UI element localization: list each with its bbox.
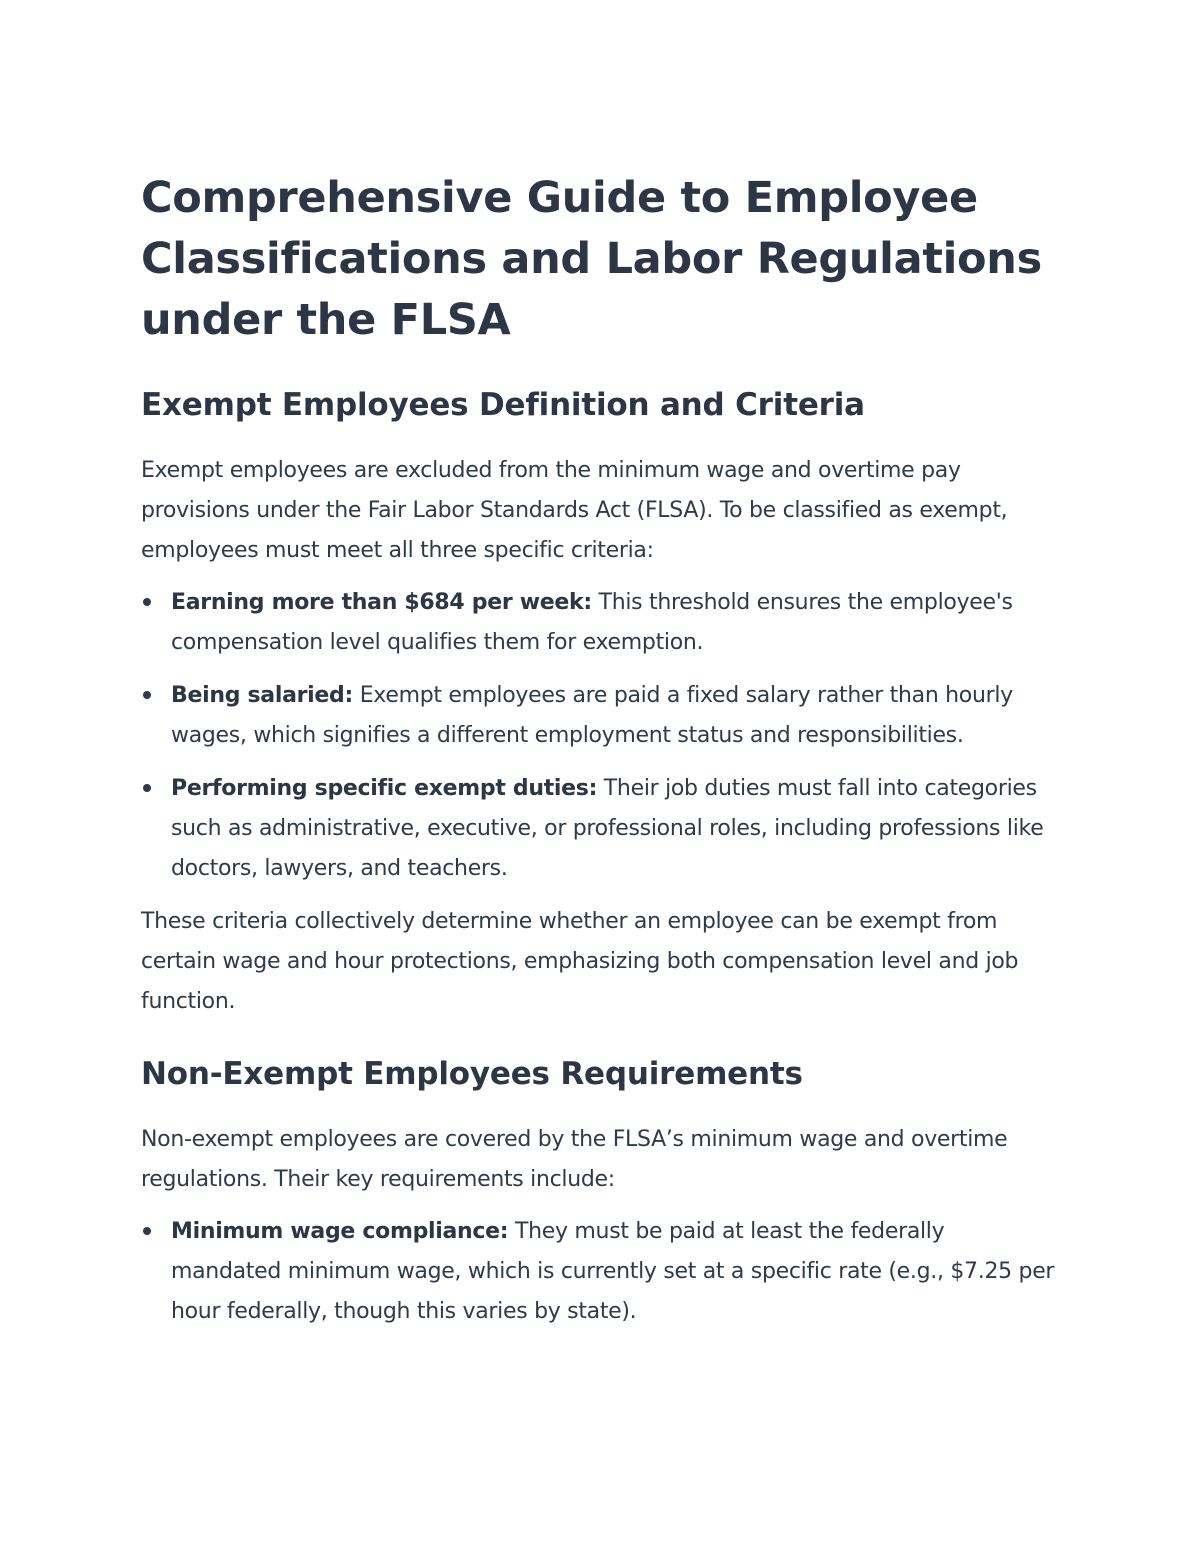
section-heading-exempt: Exempt Employees Definition and Criteria — [141, 387, 865, 423]
document-page — [141, 168, 1059, 1345]
section-heading-non-exempt: Non-Exempt Employees Requirements — [141, 1056, 803, 1092]
list-item-term: Earning more than $684 per week: — [171, 590, 592, 615]
list-item — [141, 583, 1059, 663]
list-item — [141, 1212, 1059, 1332]
list-item-term: Minimum wage compliance: — [171, 1219, 509, 1244]
bullet-icon — [143, 691, 151, 699]
list-item-term: Being salaried: — [171, 683, 353, 708]
exempt-criteria-list — [141, 583, 1059, 889]
document-title: Comprehensive Guide to Employee Classifications and Labor Regulations under the FLSA — [141, 173, 1042, 345]
list-item-text: Their job duties must fall into categories such as administrative, executive, or professional roles, including professions like doctors, lawyers, and teachers. — [171, 776, 1044, 881]
bullet-icon — [143, 598, 151, 606]
section-intro-non-exempt: Non-exempt employees are covered by the FLSA’s minimum wage and overtime regulations. Their key requirements include: — [141, 1127, 1008, 1192]
list-item-term: Performing specific exempt duties: — [171, 776, 598, 801]
list-item — [141, 676, 1059, 756]
section-outro-exempt: These criteria collectively determine whether an employee can be exempt from certain wage and hour protections, emphasizing both compensation level and job function. — [141, 909, 1019, 1014]
list-item-text: They must be paid at least the federally mandated minimum wage, which is currently set at a specific rate (e.g., $7.25 per hour federally, though this varies by state). — [171, 1219, 1055, 1324]
list-item-text: Exempt employees are paid a fixed salary rather than hourly wages, which signifies a different employment status and responsibilities. — [171, 683, 1013, 748]
bullet-icon — [143, 784, 151, 792]
bullet-icon — [143, 1227, 151, 1235]
section-intro-exempt: Exempt employees are excluded from the minimum wage and overtime pay provisions under the Fair Labor Standards Act (FLSA). To be classified as exempt, employees must meet all three specific criteria: — [141, 458, 1008, 563]
list-item — [141, 769, 1059, 889]
list-item-text: This threshold ensures the employee's compensation level qualifies them for exemption. — [171, 590, 1013, 655]
non-exempt-requirements-list — [141, 1212, 1059, 1332]
